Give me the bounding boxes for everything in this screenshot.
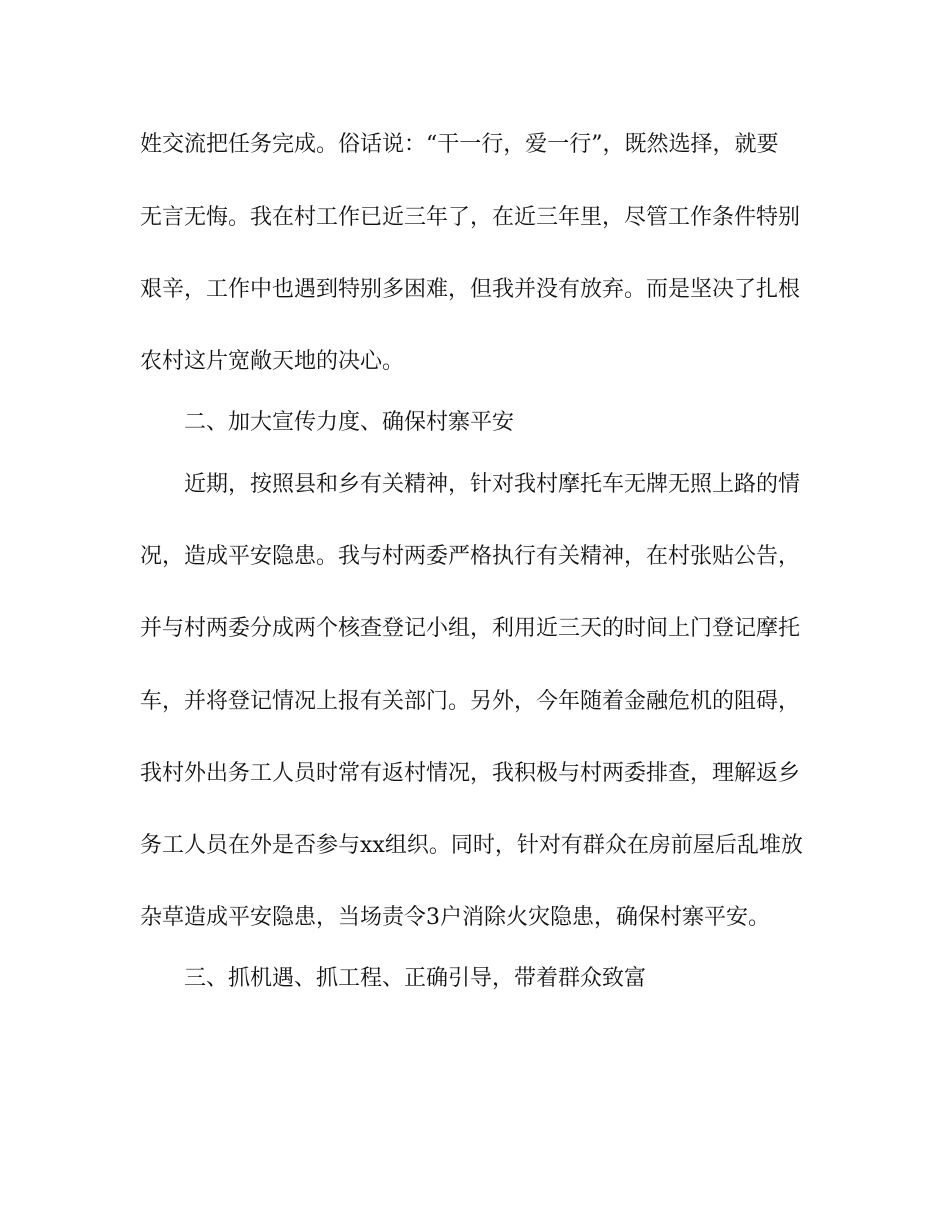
paragraph-line: 况，造成平安隐患。我与村两委严格执行有关精神，在村张贴公告， <box>140 544 801 569</box>
paragraph-line: 农村这片宽敞天地的决心。 <box>140 349 405 374</box>
paragraph-line: 车，并将登记情况上报有关部门。另外，今年随着金融危机的阻碍， <box>140 689 801 714</box>
section-heading: 三、抓机遇、抓工程、正确引导，带着群众致富 <box>184 966 647 991</box>
section-heading: 二、加大宣传力度、确保村寨平安 <box>184 410 515 435</box>
paragraph-line: 务工人员在外是否参与xx组织。同时，针对有群众在房前屋后乱堆放 <box>140 833 803 858</box>
paragraph-line: 近期，按照县和乡有关精神，针对我村摩托车无牌无照上路的情 <box>184 472 801 497</box>
paragraph-line: 并与村两委分成两个核查登记小组，利用近三天的时间上门登记摩托 <box>140 616 801 641</box>
paragraph-line: 无言无悔。我在村工作已近三年了，在近三年里，尽管工作条件特别 <box>140 205 801 230</box>
paragraph-line: 杂草造成平安隐患，当场责令3户消除火灾隐患，确保村寨平安。 <box>140 905 770 930</box>
paragraph-line: 艰辛，工作中也遇到特别多困难，但我并没有放弃。而是坚决了扎根 <box>140 277 801 302</box>
paragraph-line: 姓交流把任务完成。俗话说：“干一行，爱一行”，既然选择，就要 <box>140 132 779 157</box>
paragraph-line: 我村外出务工人员时常有返村情况，我积极与村两委排查，理解返乡 <box>140 761 801 786</box>
